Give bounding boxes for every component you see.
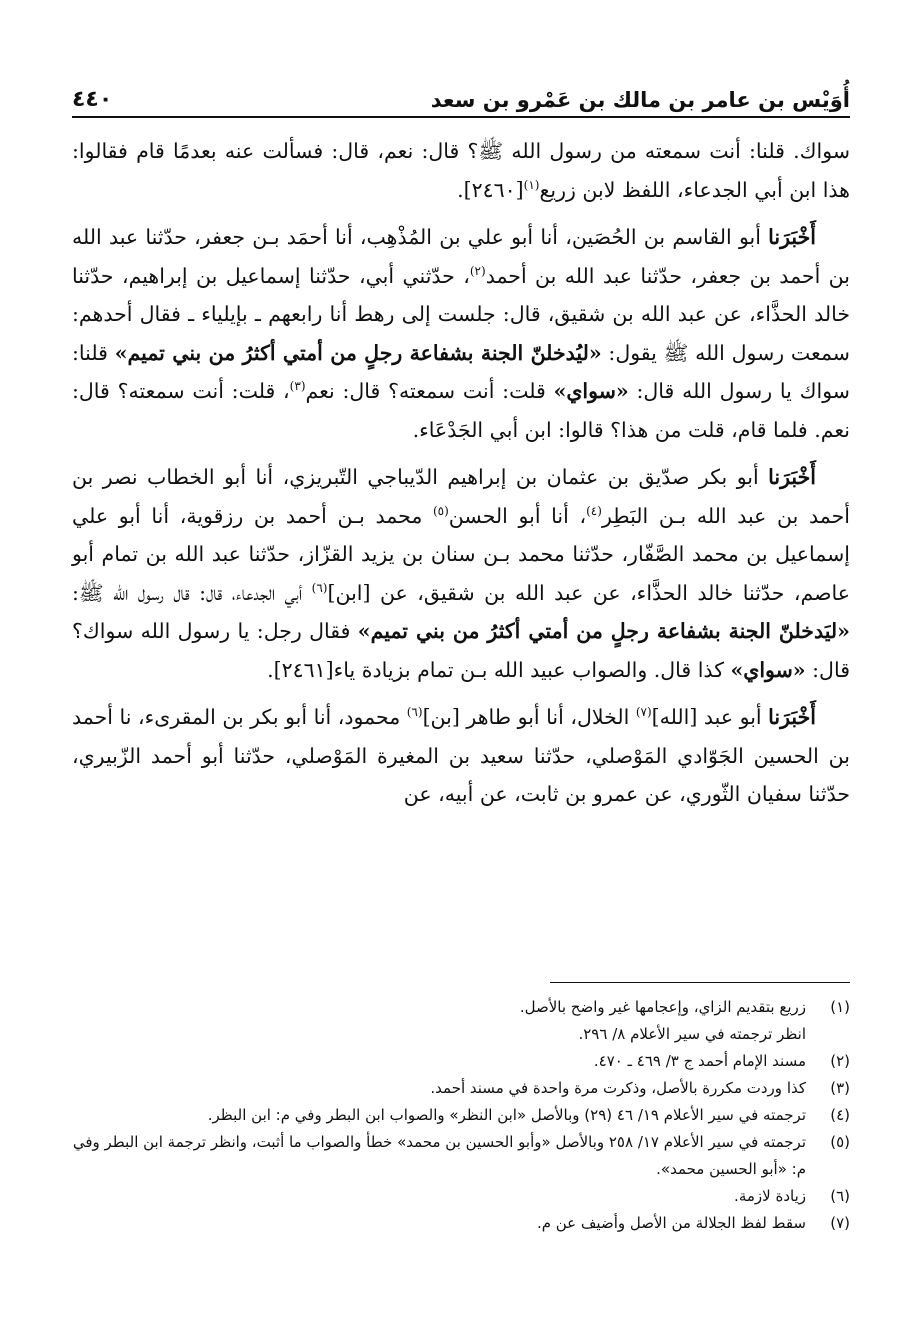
text-run: أبي الجدعاء، قال: قال رسول الله ﷺ: bbox=[72, 580, 312, 605]
text-run: ، حدّثني أبي، حدّثنا إسماعيل بن إبراهيم، حدّثنا خالد الحذَّاء، عن عبد الله بن شقيق، قال: جلست إلى رهط أنا رابعهم ـ بإيلياء ـ فقال أحدهم: سمعت رسول الله ﷺ يقول: bbox=[72, 263, 850, 365]
akhbarana-word: أَخْبَرَنا bbox=[768, 465, 816, 489]
footnote-number: (٥) bbox=[830, 1133, 850, 1151]
running-header bbox=[72, 72, 850, 118]
footnote-text: ترجمته في سير الأعلام ١٧/ ٢٥٨ وبالأصل «وأبو الحسين بن محمد» خطأ والصواب ما أثبت، وانظر ترجمة ابن البطر وفي م: «أبو الحسين محمد». bbox=[72, 1133, 806, 1178]
footnote bbox=[72, 994, 850, 1021]
text-run: ، قلت: أنت سمعته؟ قال: نعم. فلما قام، قلت من هذا؟ قالوا: ابن أبي الجَدْعَاء. bbox=[72, 379, 850, 442]
text-run: قلنا: سواك يا رسول الله قال: bbox=[72, 340, 850, 403]
hadith-number: [٢٤٦٠]. bbox=[457, 177, 524, 202]
akhbarana-word: أَخْبَرَنا bbox=[768, 705, 816, 729]
footnote-text: سقط لفظ الجلالة من الأصل وأضيف عن م. bbox=[536, 1214, 806, 1232]
text-run: ، أنا أبو الحسن bbox=[448, 503, 587, 528]
paragraph-4 bbox=[72, 698, 850, 814]
footnote bbox=[72, 1183, 850, 1210]
footnote bbox=[72, 1102, 850, 1129]
running-title: أُوَيْس بن عامر بن مالك بن عَمْرو بن سعد bbox=[430, 88, 850, 112]
hadith-number: [٢٤٦١]. bbox=[267, 657, 334, 682]
footnote-ref: (٤) bbox=[586, 503, 602, 518]
footnote-number: (٢) bbox=[830, 1052, 850, 1070]
footnote-number: (٦) bbox=[830, 1187, 850, 1205]
footnote bbox=[72, 1210, 850, 1237]
footnote-text: انظر ترجمته في سير الأعلام ٨/ ٢٩٦. bbox=[578, 1025, 806, 1043]
footnote-number: (٧) bbox=[830, 1214, 850, 1232]
akhbarana-word: أَخْبَرَنا bbox=[768, 225, 816, 249]
text-run: محمد بـن أحمد بن رزقوية، أنا أبو علي إسماعيل بن محمد الصَّفّار، حدّثنا محمد بـن سنان بن يزيد القزّاز، حدّثنا عبد الله بن تمام أبو عاصم، حدّثنا خالد الحذَّاء، عن عبد الله بن شقيق، عن [ابن] bbox=[72, 503, 850, 605]
footnotes bbox=[72, 994, 850, 1237]
text-run: الخلال، أنا أبو طاهر [بن] bbox=[422, 705, 636, 729]
footnote-ref: (٣) bbox=[289, 379, 306, 394]
hadith-quote: «سواي» bbox=[730, 657, 806, 682]
footnote-separator bbox=[550, 982, 850, 983]
page-number: ٤٤٠ bbox=[72, 87, 113, 112]
text-run: أبو بكر صدّيق بن عثمان بن إبراهيم الدّيباجي التّبريزي، أنا أبو الخطاب نصر بن أحمد بن عبد الله بـن البَطِر bbox=[72, 465, 851, 528]
footnote-ref: (٢) bbox=[469, 263, 486, 278]
hadith-quote: «ليُدخلنّ الجنة بشفاعة رجلٍ من أمتي أكثرُ من بني تميم» bbox=[114, 340, 602, 365]
footnote-ref: (٦) bbox=[406, 705, 423, 720]
footnote-text: كذا وردت مكررة بالأصل، وذكرت مرة واحدة في مسند أحمد. bbox=[430, 1079, 806, 1097]
footnote-text: ترجمته في سير الأعلام ١٩/ ٤٦ (٢٩) وبالأصل «ابن النظر» والصواب ابن البطر وفي م: ابن البظر. bbox=[207, 1106, 806, 1124]
text-run: كذا قال. والصواب عبيد الله بـن تمام بزيادة ياء bbox=[333, 657, 731, 682]
footnote-number bbox=[806, 1021, 850, 1048]
hadith-quote: «سواي» bbox=[553, 379, 629, 403]
footnote-number: (٣) bbox=[830, 1079, 850, 1097]
paragraph-2 bbox=[72, 218, 850, 449]
footnote bbox=[72, 1021, 850, 1048]
text-run: سواك. قلنا: أنت سمعته من رسول الله ﷺ؟ قال: نعم، قال: فسألت عنه بعدمًا قام فقالوا: هذا ابن أبي الجدعاء، اللفظ لابن زريع bbox=[72, 139, 850, 202]
footnote bbox=[72, 1075, 850, 1102]
text-run: أبو القاسم بن الحُصَين، أنا أبو علي بن المُذْهِب، أنا أحمَد بـن جعفر، حدّثنا عبد الله بن أحمد بن جعفر، حدّثنا عبد الله بن أحمد bbox=[72, 225, 850, 288]
text-run: أبو عبد [الله] bbox=[651, 705, 769, 729]
footnote-number: (١) bbox=[830, 998, 850, 1016]
text-run: فقال رجل: يا رسول الله سواك؟ قال: bbox=[72, 619, 850, 682]
main-text bbox=[72, 132, 850, 823]
footnote-ref: (٦) bbox=[311, 580, 328, 595]
footnote bbox=[72, 1048, 850, 1075]
hadith-quote: «ليَدخلنّ الجنة بشفاعة رجلٍ من أمتي أكثرُ من بني تميم» bbox=[357, 619, 850, 643]
footnote-ref: (٥) bbox=[432, 503, 449, 518]
text-run: محمود، أنا أبو بكر بن المقرىء، نا أحمد بن الحسين الجَوّادي المَوْصلي، حدّثنا سعيد بن المغيرة المَوْصلي، حدّثنا أبو أحمد الزّبيري، حدّثنا سفيان الثّوري، عن عمرو بن ثابت، عن أبيه، عن bbox=[72, 705, 850, 806]
footnote-text: زيادة لازمة. bbox=[734, 1187, 806, 1205]
text-run: قلت: أنت سمعته؟ قال: نعم bbox=[305, 379, 554, 403]
footnote-text: زريع بتقديم الزاي، وإعجامها غير واضح بالأصل. bbox=[519, 998, 806, 1016]
footnote-ref: (٧) bbox=[635, 705, 652, 720]
footnote bbox=[72, 1129, 850, 1183]
footnote-text: مسند الإمام أحمد ج ٣/ ٤٦٩ ـ ٤٧٠. bbox=[593, 1052, 806, 1070]
footnote-number: (٤) bbox=[830, 1106, 850, 1124]
paragraph-3 bbox=[72, 458, 850, 689]
paragraph-1 bbox=[72, 132, 850, 209]
footnote-ref: (١) bbox=[523, 177, 540, 192]
